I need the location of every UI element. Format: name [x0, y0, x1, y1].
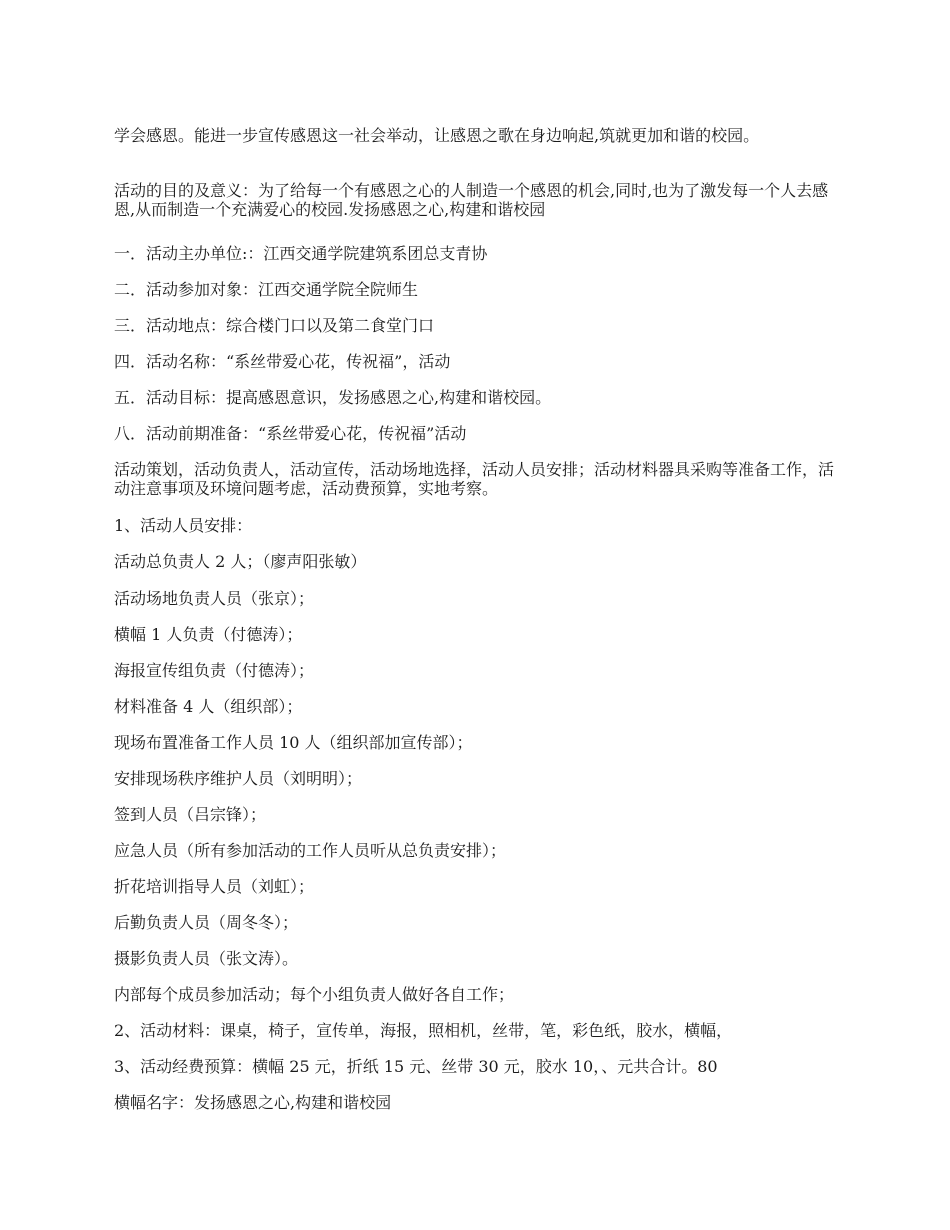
paragraph-budget: 3、活动经费预算：横幅 25 元，折纸 15 元、丝带 30 元，胶水 10，、元共合计。80: [114, 1057, 718, 1076]
paragraph-materials: 2、活动材料：课桌，椅子，宣传单，海报，照相机，丝带，笔，彩色纸，胶水，横幅，: [114, 1021, 733, 1040]
list-item: 活动总负责人 2 人；（廖声阳张敏）: [114, 552, 367, 571]
paragraph-activity-goal: 五．活动目标：提高感恩意识，发扬感恩之心,构建和谐校园。: [114, 388, 552, 407]
list-item: 摄影负责人员（张文涛）。: [114, 949, 299, 968]
list-item: 安排现场秩序维护人员（刘明明）；: [114, 769, 363, 788]
paragraph-location: 三．活动地点：综合楼门口以及第二食堂门口: [114, 316, 435, 335]
paragraph-organizer: 一．活动主办单位:：江西交通学院建筑系团总支青协: [114, 244, 488, 263]
paragraph-banner-name: 横幅名字：发扬感恩之心,构建和谐校园: [114, 1093, 392, 1112]
list-item: 签到人员（吕宗锋）；: [114, 805, 267, 824]
list-item: 现场布置准备工作人员 10 人（组织部加宣传部）；: [114, 733, 473, 752]
paragraph-participants: 二．活动参加对象：江西交通学院全院师生: [114, 280, 419, 299]
list-item: 活动场地负责人员（张京）；: [114, 589, 315, 608]
list-item: 海报宣传组负责（付德涛）；: [114, 661, 315, 680]
paragraph-preparation: 八．活动前期准备：“系丝带爱心花，传祝福”活动: [114, 424, 467, 443]
paragraph-staff-heading: 1、活动人员安排：: [114, 516, 253, 535]
list-item: 应急人员（所有参加活动的工作人员听从总负责安排）；: [114, 841, 507, 860]
paragraph-purpose: 活动的目的及意义：为了给每一个有感恩之心的人制造一个感恩的机会,同时,也为了激发每一个人去感恩,从而制造一个充满爱心的校园.发扬感恩之心,构建和谐校园: [114, 181, 829, 219]
paragraph-intro: 学会感恩。能进一步宣传感恩这一社会举动，让感恩之歌在身边响起,筑就更加和谐的校园。: [114, 126, 760, 145]
paragraph-internal: 内部每个成员参加活动；每个小组负责人做好各自工作；: [114, 985, 515, 1004]
paragraph-activity-name: 四．活动名称：“系丝带爱心花，传祝福”，活动: [114, 352, 451, 371]
paragraph-planning: 活动策划，活动负责人，活动宣传，活动场地选择，活动人员安排；活动材料器具采购等准备工作，活动注意事项及环境问题考虑，活动费预算，实地考察。: [114, 460, 835, 498]
list-item: 折花培训指导人员（刘虹）；: [114, 877, 315, 896]
list-item: 横幅 1 人负责（付德涛）；: [114, 625, 303, 644]
list-item: 材料准备 4 人（组织部）；: [114, 697, 303, 716]
list-item: 后勤负责人员（周冬冬）；: [114, 913, 299, 932]
